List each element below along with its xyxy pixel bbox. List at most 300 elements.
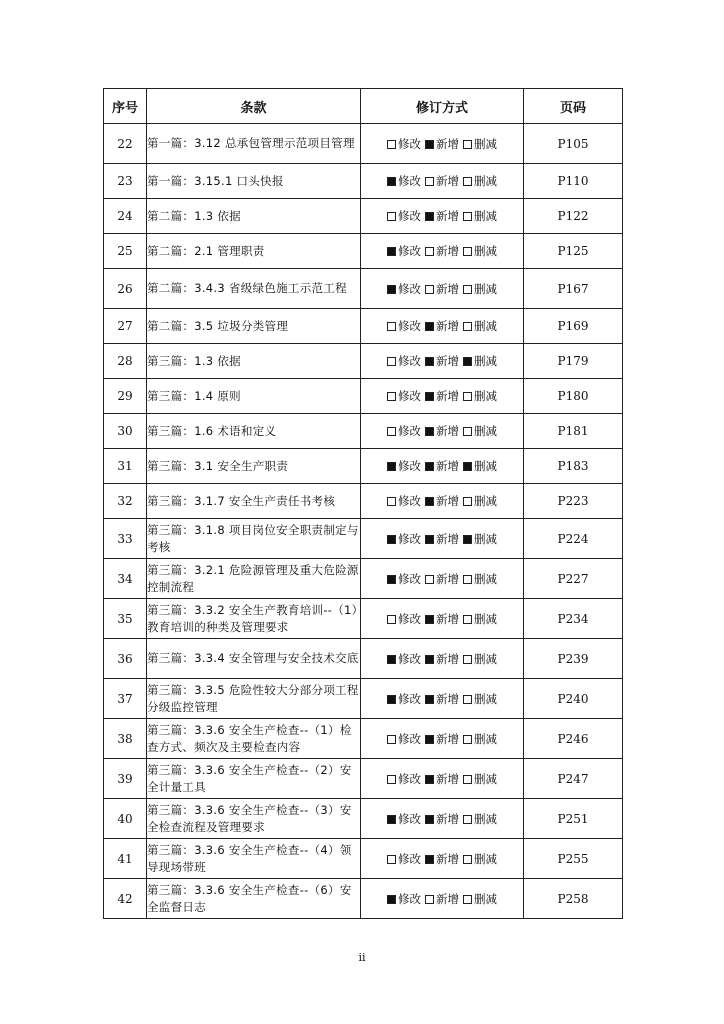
option-label: 新增 [436,731,459,746]
clause-text: 第二篇：3.5 垃圾分类管理 [147,309,361,344]
checked-box-icon [425,322,434,331]
row-number: 25 [104,234,147,269]
unchecked-box-icon [463,695,472,704]
table-row [104,124,623,164]
option-label: 新增 [436,851,459,866]
checked-box-icon [387,695,396,704]
page-ref: P247 [524,759,623,799]
revision-table [103,88,623,919]
option-label: 修改 [398,209,421,223]
unchecked-box-icon [387,775,396,784]
option-add [425,811,459,827]
clause-text: 第三篇：3.3.5 危险性较大分部分项工程分级监控管理 [147,679,361,719]
option-delete [463,458,497,474]
row-number: 38 [104,719,147,759]
option-modify [387,353,421,369]
option-label: 修改 [398,281,421,296]
revision-mode-cell [361,639,524,679]
clause-text: 第二篇：1.3 依据 [147,199,361,234]
option-modify [387,731,421,747]
option-label: 修改 [398,691,421,706]
option-label: 修改 [398,389,421,403]
option-modify [387,891,421,907]
option-label: 删减 [474,651,497,666]
checked-box-icon [425,855,434,864]
option-delete [463,851,497,867]
row-number: 40 [104,799,147,839]
option-label: 删减 [474,771,497,786]
unchecked-box-icon [463,392,472,401]
option-label: 删减 [474,281,497,296]
checked-box-icon [463,357,472,366]
option-label: 删减 [474,459,497,473]
option-label: 修改 [398,459,421,473]
page-ref: P110 [524,164,623,199]
option-label: 修改 [398,136,421,151]
unchecked-box-icon [463,855,472,864]
row-number: 26 [104,269,147,309]
option-label: 删减 [474,571,497,586]
table-row [104,309,623,344]
unchecked-box-icon [387,140,396,149]
option-label: 新增 [436,531,459,546]
unchecked-box-icon [463,775,472,784]
table-row [104,234,623,269]
option-label: 新增 [436,136,459,151]
option-label: 修改 [398,851,421,866]
option-delete [463,531,497,547]
option-delete [463,891,497,907]
row-number: 30 [104,414,147,449]
clause-text: 第三篇：3.1.7 安全生产责任书考核 [147,484,361,519]
option-label: 修改 [398,354,421,368]
checked-box-icon [387,575,396,584]
row-number: 42 [104,879,147,919]
checked-box-icon [425,615,434,624]
revision-mode-cell [361,269,524,309]
checked-box-icon [425,775,434,784]
option-delete [463,136,497,152]
option-label: 修改 [398,891,421,906]
option-add [425,531,459,547]
clause-text: 第三篇：1.3 依据 [147,344,361,379]
option-modify [387,208,421,224]
option-label: 删减 [474,731,497,746]
checked-box-icon [425,695,434,704]
revision-mode-cell [361,234,524,269]
revision-mode-cell [361,679,524,719]
option-delete [463,243,497,259]
option-label: 修改 [398,771,421,786]
clause-text: 第三篇：3.3.6 安全生产检查--（6）安全监督日志 [147,879,361,919]
table-row [104,484,623,519]
revision-mode-cell [361,199,524,234]
table-row [104,379,623,414]
clause-text: 第三篇：3.3.6 安全生产检查--（1）检查方式、频次及主要检查内容 [147,719,361,759]
option-add [425,691,459,707]
option-label: 修改 [398,244,421,258]
option-label: 新增 [436,571,459,586]
option-label: 新增 [436,771,459,786]
revision-mode-cell [361,449,524,484]
row-number: 23 [104,164,147,199]
option-label: 删减 [474,531,497,546]
option-delete [463,423,497,439]
checked-box-icon [387,285,396,294]
checked-box-icon [463,535,472,544]
page-ref: P224 [524,519,623,559]
page-ref: P169 [524,309,623,344]
page-ref: P234 [524,599,623,639]
row-number: 28 [104,344,147,379]
option-delete [463,571,497,587]
row-number: 32 [104,484,147,519]
option-add [425,136,459,152]
unchecked-box-icon [463,322,472,331]
row-number: 39 [104,759,147,799]
unchecked-box-icon [463,895,472,904]
option-label: 修改 [398,811,421,826]
row-number: 41 [104,839,147,879]
page-ref: P105 [524,124,623,164]
clause-text: 第二篇：2.1 管理职责 [147,234,361,269]
page-ref: P122 [524,199,623,234]
option-modify [387,811,421,827]
table-row [104,344,623,379]
revision-mode-cell [361,879,524,919]
table-row [104,559,623,599]
checked-box-icon [425,140,434,149]
option-label: 修改 [398,424,421,438]
header-clause: 条款 [147,89,361,124]
table-row [104,839,623,879]
option-add [425,771,459,787]
checked-box-icon [387,247,396,256]
table-header-row [104,89,623,124]
option-label: 删减 [474,494,497,508]
revision-mode-cell [361,379,524,414]
unchecked-box-icon [463,212,472,221]
option-label: 修改 [398,531,421,546]
option-label: 新增 [436,319,459,333]
unchecked-box-icon [425,247,434,256]
option-delete [463,208,497,224]
unchecked-box-icon [425,575,434,584]
option-delete [463,811,497,827]
revision-mode-cell [361,599,524,639]
option-label: 新增 [436,651,459,666]
unchecked-box-icon [387,615,396,624]
option-modify [387,651,421,667]
revision-mode-cell [361,124,524,164]
option-add [425,891,459,907]
option-add [425,611,459,627]
clause-text: 第一篇：3.15.1 口头快报 [147,164,361,199]
table-row [104,414,623,449]
option-label: 删减 [474,424,497,438]
unchecked-box-icon [387,392,396,401]
option-label: 修改 [398,571,421,586]
option-label: 修改 [398,174,421,188]
revision-mode-cell [361,484,524,519]
row-number: 37 [104,679,147,719]
option-modify [387,458,421,474]
page-ref: P125 [524,234,623,269]
option-add [425,243,459,259]
table-row [104,199,623,234]
option-modify [387,493,421,509]
table-body [104,124,623,919]
option-add [425,851,459,867]
clause-text: 第三篇：3.3.4 安全管理与安全技术交底 [147,639,361,679]
option-label: 删减 [474,811,497,826]
option-add [425,208,459,224]
revision-mode-cell [361,719,524,759]
header-seq: 序号 [104,89,147,124]
option-label: 删减 [474,691,497,706]
row-number: 27 [104,309,147,344]
checked-box-icon [425,212,434,221]
revision-mode-cell [361,759,524,799]
option-modify [387,531,421,547]
option-delete [463,318,497,334]
revision-mode-cell [361,519,524,559]
option-label: 修改 [398,611,421,626]
option-modify [387,318,421,334]
row-number: 24 [104,199,147,234]
table-row [104,449,623,484]
unchecked-box-icon [463,615,472,624]
checked-box-icon [425,735,434,744]
clause-text: 第三篇：3.3.6 安全生产检查--（3）安全检查流程及管理要求 [147,799,361,839]
option-label: 删减 [474,174,497,188]
option-label: 删减 [474,136,497,151]
option-modify [387,243,421,259]
option-modify [387,388,421,404]
option-modify [387,281,421,297]
unchecked-box-icon [463,497,472,506]
clause-text: 第三篇：3.1.8 项目岗位安全职责制定与考核 [147,519,361,559]
option-label: 新增 [436,811,459,826]
option-modify [387,423,421,439]
page-ref: P183 [524,449,623,484]
option-label: 新增 [436,424,459,438]
option-label: 新增 [436,389,459,403]
checked-box-icon [463,462,472,471]
page-ref: P251 [524,799,623,839]
row-number: 22 [104,124,147,164]
option-add [425,731,459,747]
option-delete [463,611,497,627]
unchecked-box-icon [463,247,472,256]
option-delete [463,691,497,707]
page-number: ii [358,951,366,964]
unchecked-box-icon [463,177,472,186]
option-label: 新增 [436,691,459,706]
revision-mode-cell [361,799,524,839]
page-ref: P227 [524,559,623,599]
clause-text: 第三篇：3.3.2 安全生产教育培训--（1）教育培训的种类及管理要求 [147,599,361,639]
option-delete [463,353,497,369]
option-label: 新增 [436,209,459,223]
checked-box-icon [387,462,396,471]
page-ref: P167 [524,269,623,309]
page-ref: P239 [524,639,623,679]
unchecked-box-icon [463,285,472,294]
option-label: 删减 [474,851,497,866]
table-row [104,519,623,559]
option-add [425,173,459,189]
unchecked-box-icon [463,427,472,436]
clause-text: 第三篇：3.1 安全生产职责 [147,449,361,484]
clause-text: 第三篇：1.6 术语和定义 [147,414,361,449]
header-page: 页码 [524,89,623,124]
option-modify [387,851,421,867]
table-row [104,164,623,199]
option-label: 新增 [436,459,459,473]
unchecked-box-icon [425,285,434,294]
option-label: 修改 [398,319,421,333]
page-ref: P179 [524,344,623,379]
option-delete [463,771,497,787]
unchecked-box-icon [387,212,396,221]
option-modify [387,611,421,627]
option-label: 删减 [474,891,497,906]
unchecked-box-icon [387,427,396,436]
revision-mode-cell [361,414,524,449]
option-label: 修改 [398,494,421,508]
clause-text: 第三篇：3.3.6 安全生产检查--（4）领导现场带班 [147,839,361,879]
option-label: 新增 [436,174,459,188]
unchecked-box-icon [387,735,396,744]
revision-mode-cell [361,164,524,199]
option-delete [463,651,497,667]
option-label: 删减 [474,209,497,223]
option-modify [387,771,421,787]
table-row [104,759,623,799]
option-add [425,571,459,587]
checked-box-icon [425,357,434,366]
table-row [104,799,623,839]
option-delete [463,493,497,509]
table-row [104,679,623,719]
option-add [425,353,459,369]
checked-box-icon [425,497,434,506]
unchecked-box-icon [463,815,472,824]
revision-mode-cell [361,559,524,599]
unchecked-box-icon [463,735,472,744]
option-add [425,493,459,509]
unchecked-box-icon [387,357,396,366]
checked-box-icon [425,462,434,471]
option-label: 删减 [474,354,497,368]
checked-box-icon [387,815,396,824]
option-label: 新增 [436,354,459,368]
checked-box-icon [387,655,396,664]
row-number: 35 [104,599,147,639]
option-label: 新增 [436,611,459,626]
option-label: 删减 [474,244,497,258]
option-label: 删减 [474,611,497,626]
unchecked-box-icon [387,497,396,506]
table-row [104,599,623,639]
page-ref: P255 [524,839,623,879]
revision-mode-cell [361,309,524,344]
unchecked-box-icon [387,855,396,864]
option-modify [387,173,421,189]
clause-text: 第二篇：3.4.3 省级绿色施工示范工程 [147,269,361,309]
page-ref: P240 [524,679,623,719]
checked-box-icon [425,392,434,401]
option-label: 修改 [398,731,421,746]
unchecked-box-icon [463,140,472,149]
unchecked-box-icon [425,895,434,904]
row-number: 36 [104,639,147,679]
page-ref: P223 [524,484,623,519]
page-ref: P258 [524,879,623,919]
revision-mode-cell [361,839,524,879]
checked-box-icon [387,895,396,904]
option-modify [387,136,421,152]
unchecked-box-icon [387,322,396,331]
option-modify [387,571,421,587]
checked-box-icon [387,177,396,186]
page-ref: P180 [524,379,623,414]
table-row [104,269,623,309]
option-delete [463,281,497,297]
checked-box-icon [425,655,434,664]
page-ref: P181 [524,414,623,449]
unchecked-box-icon [425,177,434,186]
option-add [425,458,459,474]
option-label: 修改 [398,651,421,666]
clause-text: 第一篇：3.12 总承包管理示范项目管理 [147,124,361,164]
option-add [425,423,459,439]
option-label: 删减 [474,319,497,333]
row-number: 33 [104,519,147,559]
unchecked-box-icon [463,655,472,664]
checked-box-icon [425,815,434,824]
option-label: 删减 [474,389,497,403]
checked-box-icon [425,427,434,436]
checked-box-icon [387,535,396,544]
option-label: 新增 [436,244,459,258]
option-label: 新增 [436,891,459,906]
checked-box-icon [425,535,434,544]
table-row [104,879,623,919]
row-number: 31 [104,449,147,484]
option-add [425,281,459,297]
clause-text: 第三篇：1.4 原则 [147,379,361,414]
revision-mode-cell [361,344,524,379]
option-add [425,388,459,404]
row-number: 29 [104,379,147,414]
table-row [104,639,623,679]
unchecked-box-icon [463,575,472,584]
row-number: 34 [104,559,147,599]
page-ref: P246 [524,719,623,759]
option-label: 新增 [436,494,459,508]
table-row [104,719,623,759]
header-revision-mode: 修订方式 [361,89,524,124]
option-delete [463,731,497,747]
clause-text: 第三篇：3.2.1 危险源管理及重大危险源控制流程 [147,559,361,599]
option-delete [463,388,497,404]
option-label: 新增 [436,281,459,296]
option-add [425,318,459,334]
clause-text: 第三篇：3.3.6 安全生产检查--（2）安全计量工具 [147,759,361,799]
option-delete [463,173,497,189]
